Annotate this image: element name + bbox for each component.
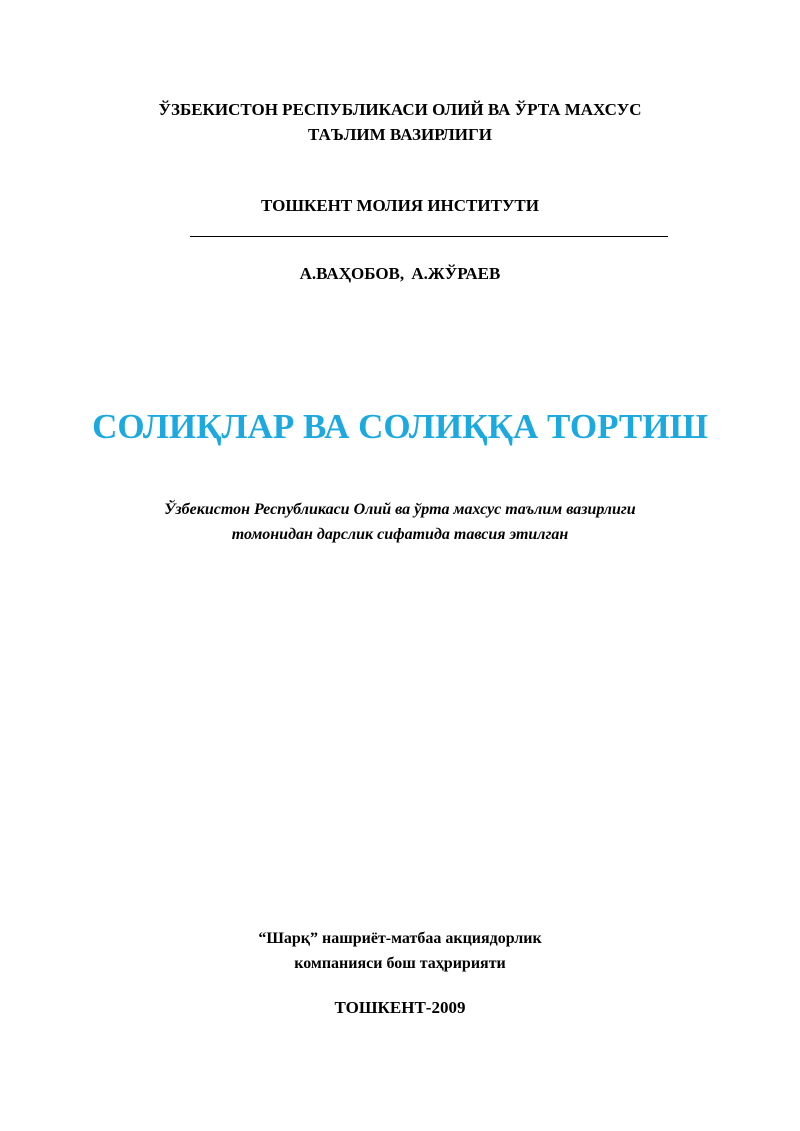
authors: А.ВАҲОБОВ, А.ЖЎРАЕВ: [299, 264, 501, 283]
recommendation-line-1: Ўзбекистон Республикаси Олий ва ўрта махсус таълим вазирлиги: [164, 501, 636, 518]
horizontal-divider: [190, 236, 668, 237]
ministry-heading: [0, 97, 800, 147]
publisher-line-1: “Шарқ” нашриёт-матбаа акциядорлик: [258, 930, 542, 947]
institute-name: ТОШКЕНТ МОЛИЯ ИНСТИТУТИ: [261, 196, 539, 215]
ministry-line-1: ЎЗБЕКИСТОН РЕСПУБЛИКАСИ ОЛИЙ ВА ЎРТА МАХСУС: [158, 100, 642, 119]
city-year: ТОШКЕНТ-2009: [334, 998, 466, 1017]
recommendation-line-2: томонидан дарслик сифатида тавсия этилган: [231, 526, 569, 543]
ministry-line-2: ТАЪЛИМ ВАЗИРЛИГИ: [307, 125, 493, 144]
publisher-info: [0, 926, 800, 976]
publisher-line-2: компанияси бош таҳририяти: [294, 955, 506, 972]
recommendation-note: [0, 497, 800, 547]
book-title: СОЛИҚЛАР ВА СОЛИҚҚА ТОРТИШ: [92, 407, 708, 446]
